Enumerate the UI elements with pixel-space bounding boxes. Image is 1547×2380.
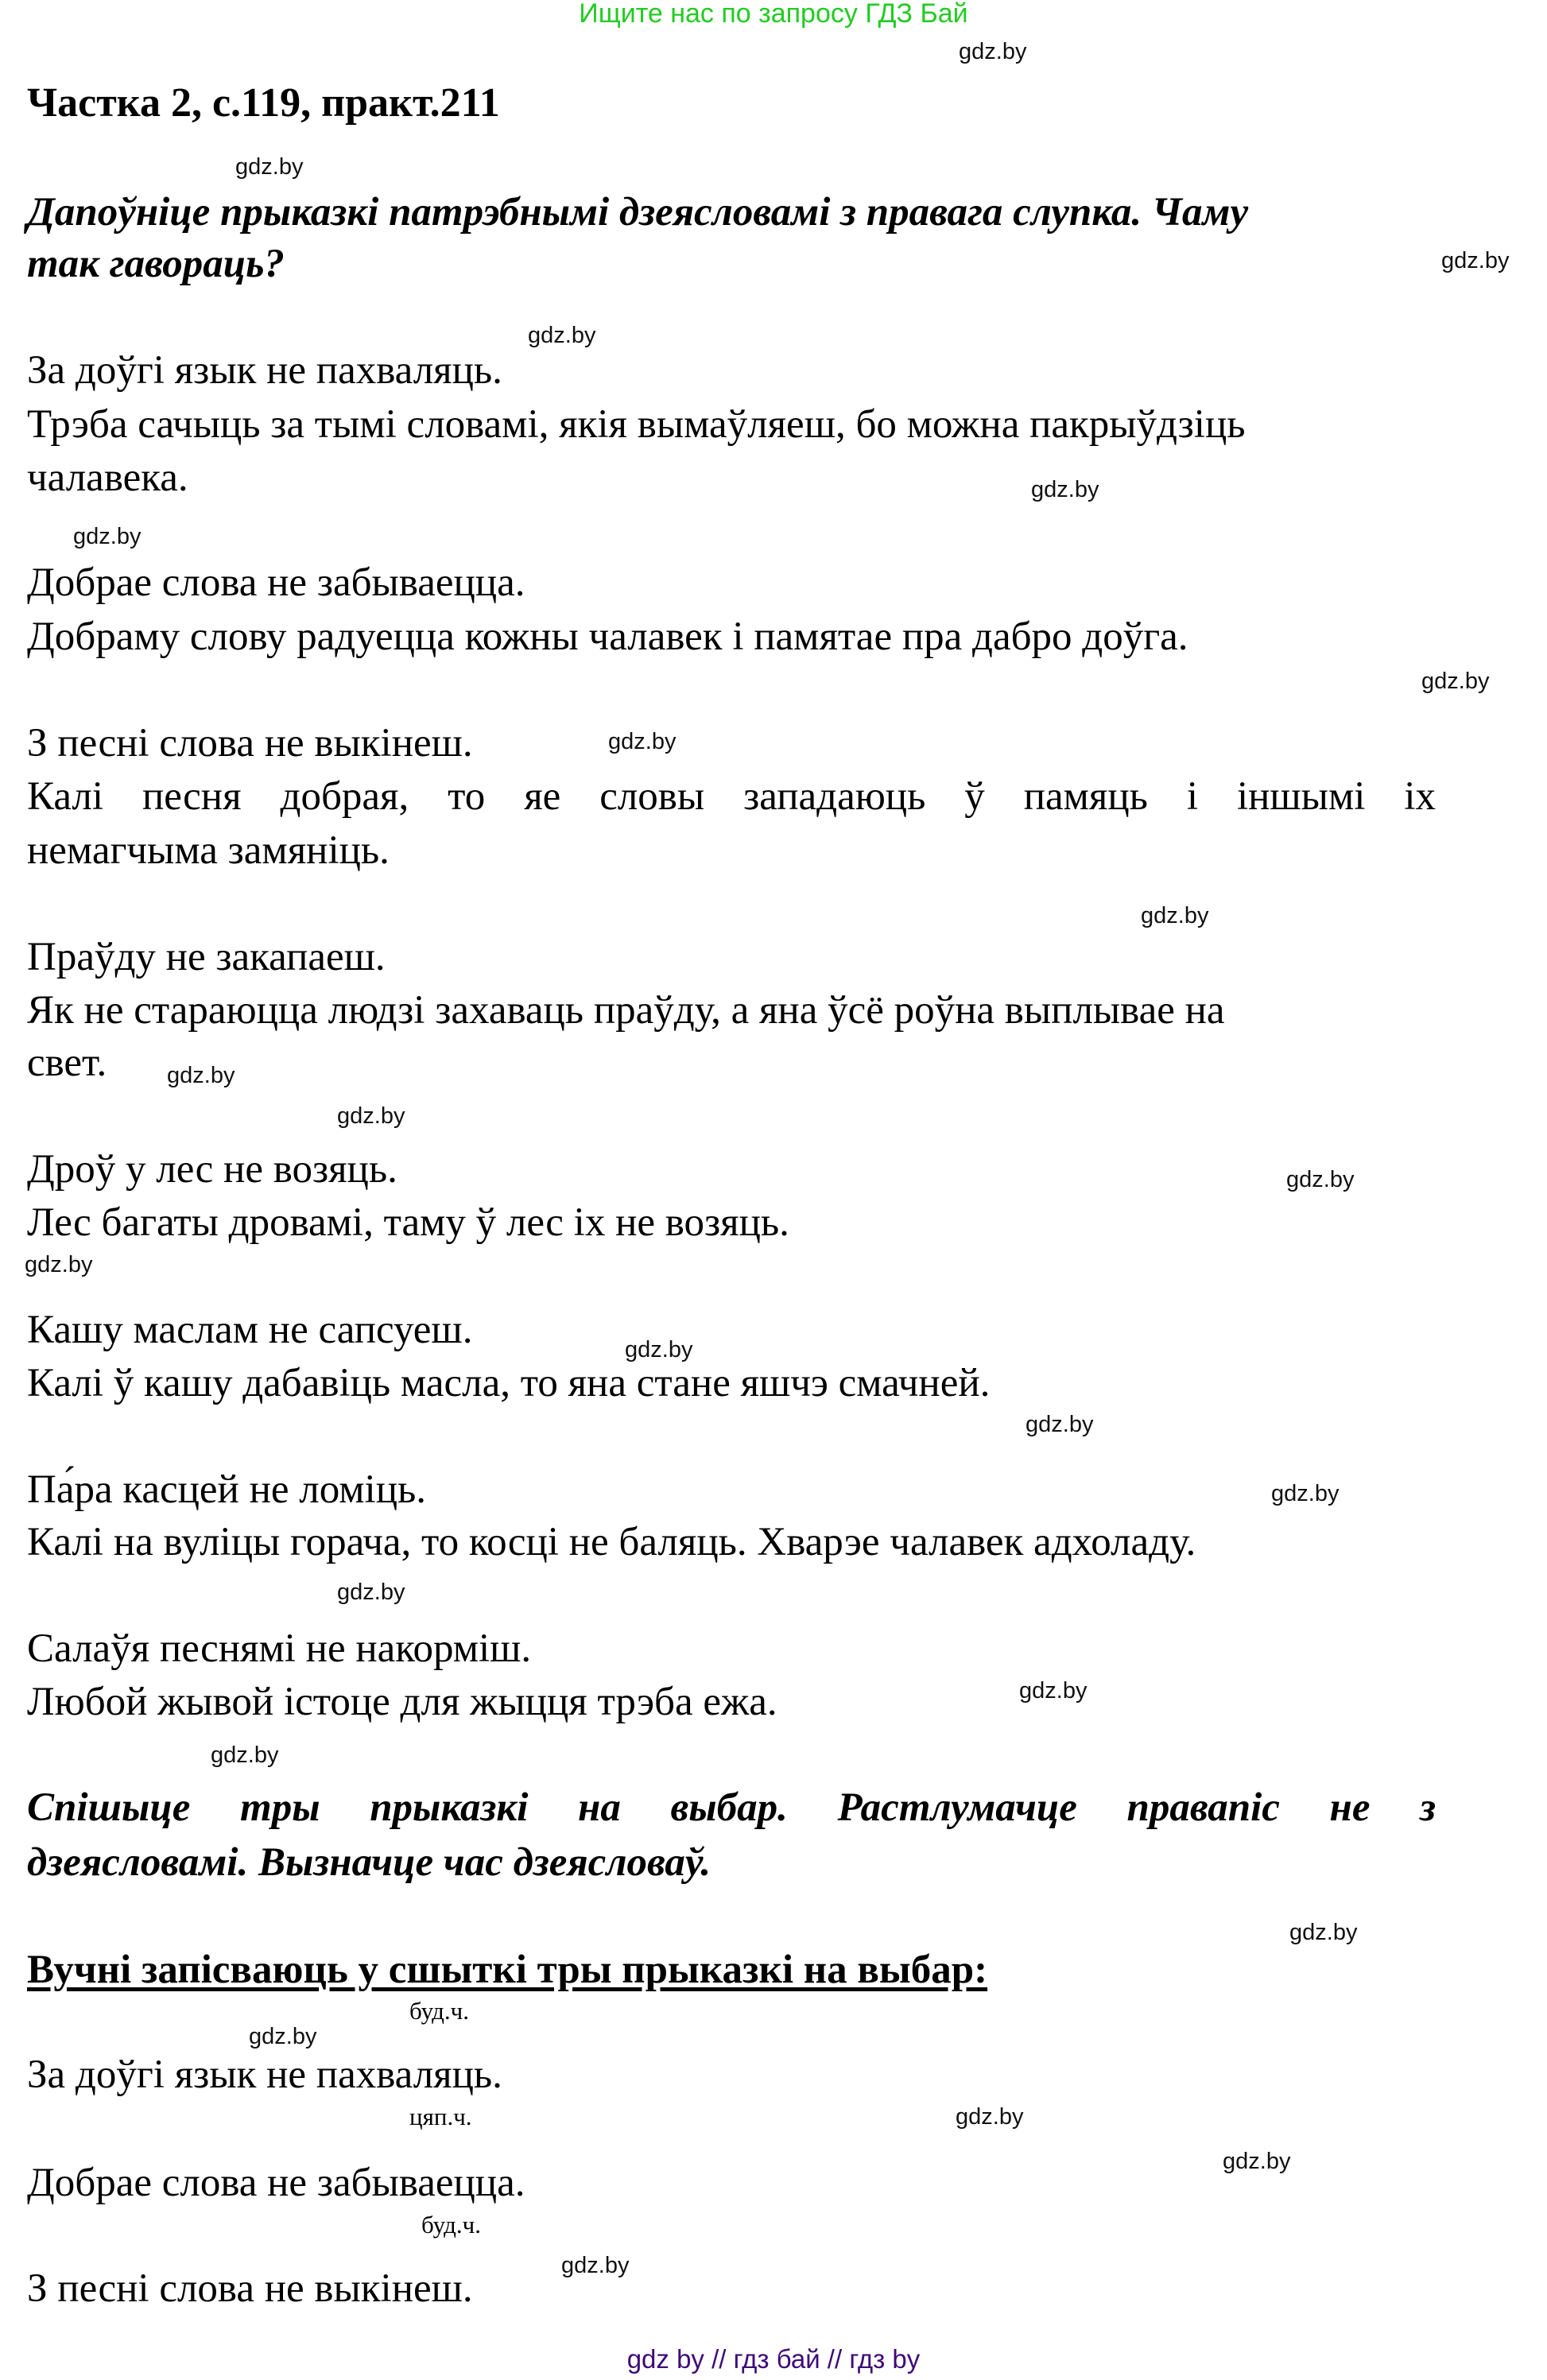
proverb-6: Кашу маслам не сапсуеш. bbox=[27, 1308, 473, 1352]
watermark: gdz.by bbox=[73, 524, 142, 549]
watermark: gdz.by bbox=[337, 1580, 405, 1605]
answer-proverb-2: Добрае слова не забываецца. bbox=[27, 2161, 525, 2205]
proverb-3-explanation-line-1: Калі песня добрая, то яе словы западаюць ў памяць і іншымі іх bbox=[27, 774, 1436, 819]
watermark: gdz.by bbox=[25, 1252, 93, 1277]
proverb-1-explanation-line-2: чалавека. bbox=[27, 455, 188, 500]
watermark: gdz.by bbox=[1223, 2149, 1291, 2174]
watermark: gdz.by bbox=[528, 323, 596, 348]
watermark: gdz.by bbox=[1286, 1167, 1355, 1192]
watermark: gdz.by bbox=[956, 2104, 1024, 2130]
task2-line-1: Спішыце тры прыказкі на выбар. Растлумачце правапіс не з bbox=[27, 1785, 1436, 1830]
watermark: gdz.by bbox=[561, 2253, 630, 2278]
watermark: gdz.by bbox=[249, 2024, 317, 2049]
tense-label-1: буд.ч. bbox=[409, 1997, 470, 2025]
proverb-2: Добрае слова не забываецца. bbox=[27, 560, 525, 605]
watermark: gdz.by bbox=[1441, 248, 1510, 273]
proverb-4-explanation-line-1: Як не стараюцца людзі захаваць праўду, а яна ўсё роўна выплывае на bbox=[27, 988, 1225, 1033]
watermark: gdz.by bbox=[1019, 1678, 1088, 1704]
watermark: gdz.by bbox=[959, 39, 1027, 64]
proverb-4: Праўду не закапаеш. bbox=[27, 935, 386, 979]
proverb-5: Дроў у лес не возяць. bbox=[27, 1147, 397, 1192]
watermark: gdz.by bbox=[1141, 903, 1209, 928]
answer-proverb-1: За доўгі язык не пахваляць. bbox=[27, 2052, 502, 2097]
proverb-4-explanation-line-2: свет. bbox=[27, 1041, 107, 1085]
site-footer: gdz by // гдз бай // гдз by bbox=[626, 2344, 921, 2374]
task1-line-2: так гавораць? bbox=[27, 242, 285, 286]
watermark: gdz.by bbox=[167, 1063, 235, 1088]
proverb-5-explanation-line-1: Лес багаты дровамі, таму ў лес іх не возяць. bbox=[27, 1200, 789, 1245]
proverb-8: Салаўя песнямі не накорміш. bbox=[27, 1626, 532, 1671]
watermark: gdz.by bbox=[235, 154, 304, 180]
task1-line-1: Дапоўніце прыказкі патрэбнымі дзеясловамі з правага слупка. Чаму bbox=[27, 190, 1249, 235]
watermark: gdz.by bbox=[1031, 477, 1099, 502]
watermark: gdz.by bbox=[1421, 669, 1490, 694]
watermark: gdz.by bbox=[1289, 1920, 1358, 1945]
answer-proverb-3: З песні слова не выкінеш. bbox=[27, 2266, 473, 2311]
site-banner: Ищите нас по запросу ГДЗ Бай bbox=[579, 0, 968, 29]
proverb-7: Па́ра касцей не ломіць. bbox=[27, 1467, 427, 1512]
watermark: gdz.by bbox=[625, 1337, 693, 1362]
tense-label-2: цяп.ч. bbox=[409, 2103, 472, 2130]
proverb-7-explanation-line-1: Калі на вуліцы горача, то косці не баляць. Хварэе чалавек адхоладу. bbox=[27, 1520, 1196, 1564]
proverb-2-explanation-line-1: Добраму слову радуецца кожны чалавек і памятае пра дабро доўга. bbox=[27, 614, 1188, 659]
task2-line-2: дзеясловамі. Вызначце час дзеясловаў. bbox=[27, 1840, 711, 1885]
page-title: Частка 2, с.119, практ.211 bbox=[27, 80, 500, 126]
watermark: gdz.by bbox=[1271, 1481, 1340, 1506]
proverb-3: З песні слова не выкінеш. bbox=[27, 721, 473, 766]
watermark: gdz.by bbox=[608, 729, 677, 754]
tense-label-3: буд.ч. bbox=[421, 2211, 482, 2239]
watermark: gdz.by bbox=[1026, 1412, 1094, 1437]
answer-subtitle: Вучні запісваюць у сшыткі тры прыказкі на выбар: bbox=[27, 1948, 988, 1992]
watermark: gdz.by bbox=[211, 1742, 279, 1768]
watermark: gdz.by bbox=[337, 1103, 405, 1129]
proverb-6-explanation-line-1: Калі ў кашу дабавіць масла, то яна стане яшчэ смачней. bbox=[27, 1361, 991, 1405]
proverb-1: За доўгі язык не пахваляць. bbox=[27, 348, 502, 393]
proverb-3-explanation-line-2: немагчыма замяніць. bbox=[27, 828, 390, 873]
proverb-8-explanation-line-1: Любой жывой істоце для жыцця трэба ежа. bbox=[27, 1680, 777, 1724]
proverb-1-explanation-line-1: Трэба сачыць за тымі словамі, якія вымаўляеш, бо можна пакрыўдзіць bbox=[27, 402, 1246, 447]
